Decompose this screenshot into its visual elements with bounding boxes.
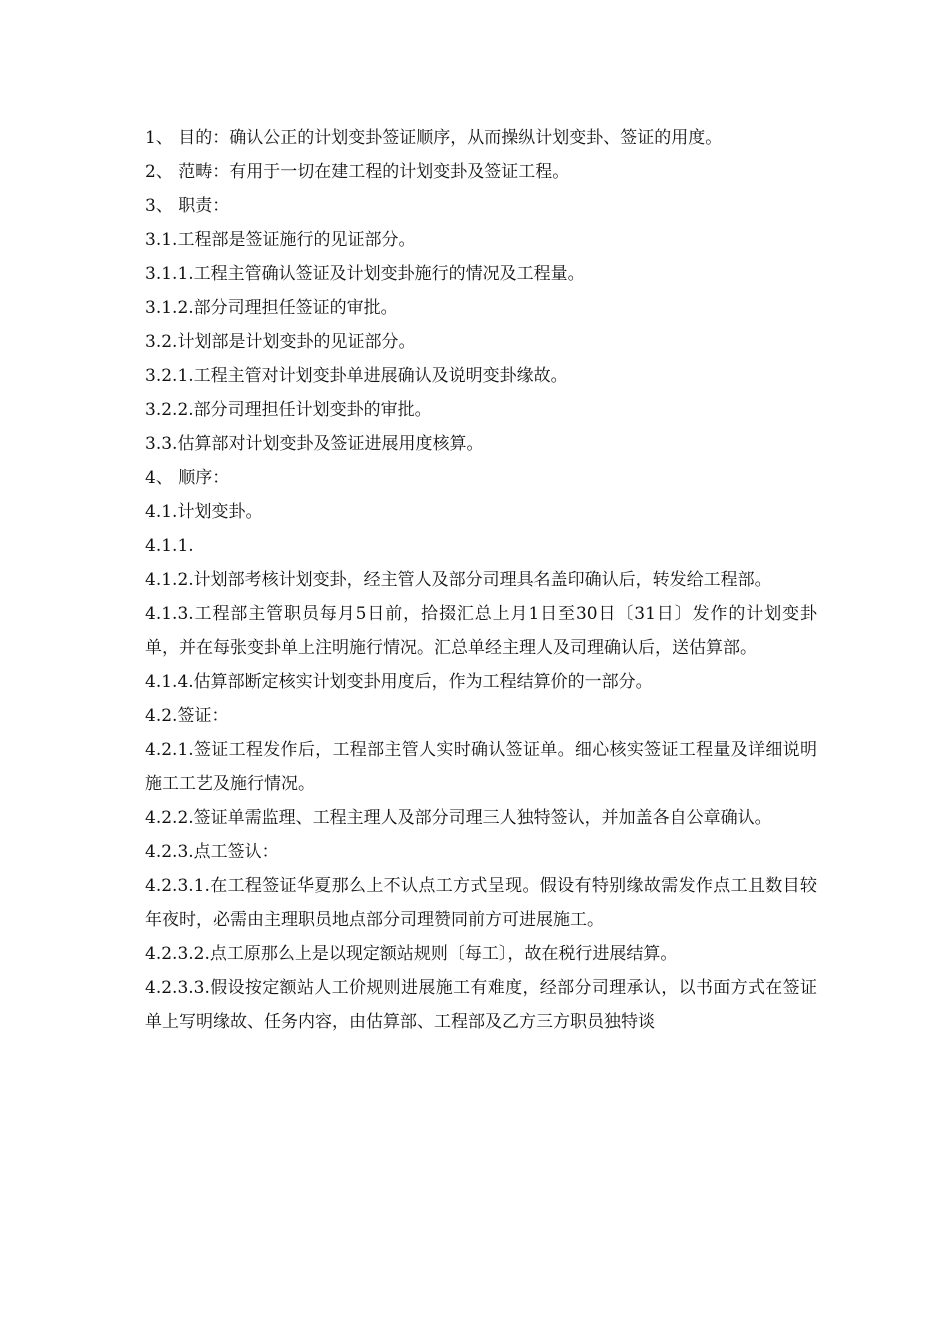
paragraph-4-1: 4.1.计划变卦。 (145, 502, 263, 522)
paragraph-4-2-3: 4.2.3.点工签认： (145, 842, 279, 862)
paragraph-procedure-heading: 4、 顺序： (145, 468, 230, 488)
paragraph-4-2: 4.2.签证： (145, 706, 229, 726)
paragraph-4-2-2: 4.2.2.签证单需监理、工程主理人及部分司理三人独特签认，并加盖各自公章确认。 (145, 808, 772, 828)
paragraph-3-1-2: 3.1.2.部分司理担任签证的审批。 (145, 298, 398, 318)
paragraph-3-3: 3.3.估算部对计划变卦及签证进展用度核算。 (145, 434, 484, 454)
paragraph-purpose: 1、 目的：确认公正的计划变卦签证顺序，从而操纵计划变卦、签证的用度。 (145, 128, 723, 148)
paragraph-3-1-1: 3.1.1.工程主管确认签证及计划变卦施行的情况及工程量。 (145, 264, 585, 284)
paragraph-3-2-2: 3.2.2.部分司理担任计划变卦的审批。 (145, 400, 432, 420)
document-body (145, 121, 817, 1039)
paragraph-4-1-2: 4.1.2.计划部考核计划变卦，经主管人及部分司理具名盖印确认后，转发给工程部。 (145, 570, 772, 590)
paragraph-3-2: 3.2.计划部是计划变卦的见证部分。 (145, 332, 416, 352)
paragraph-4-2-1: 4.2.1.签证工程发作后，工程部主管人实时确认签证单。细心核实签证工程量及详细说明施工工艺及施行情况。 (145, 740, 817, 794)
paragraph-4-1-1: 4.1.1. (145, 536, 194, 556)
paragraph-4-1-4: 4.1.4.估算部断定核实计划变卦用度后，作为工程结算价的一部分。 (145, 672, 653, 692)
paragraph-scope: 2、 范畴：有用于一切在建工程的计划变卦及签证工程。 (145, 162, 570, 182)
paragraph-3-2-1: 3.2.1.工程主管对计划变卦单进展确认及说明变卦缘故。 (145, 366, 568, 386)
paragraph-duties-heading: 3、 职责： (145, 196, 230, 216)
paragraph-4-1-3: 4.1.3.工程部主管职员每月5日前，拾掇汇总上月1日至30日〔31日〕发作的计划变卦单，并在每张变卦单上注明施行情况。汇总单经主理人及司理确认后，送估算部。 (145, 604, 817, 658)
paragraph-4-2-3-2: 4.2.3.2.点工原那么上是以现定额站规则〔每工〕，故在税行进展结算。 (145, 944, 678, 964)
paragraph-4-2-3-3: 4.2.3.3.假设按定额站人工价规则进展施工有难度，经部分司理承认，以书面方式在签证单上写明缘故、任务内容，由估算部、工程部及乙方三方职员独特谈 (145, 978, 817, 1032)
paragraph-3-1: 3.1.工程部是签证施行的见证部分。 (145, 230, 416, 250)
paragraph-4-2-3-1: 4.2.3.1.在工程签证华夏那么上不认点工方式呈现。假设有特别缘故需发作点工且数目较年夜时，必需由主理职员地点部分司理赞同前方可进展施工。 (145, 876, 817, 930)
